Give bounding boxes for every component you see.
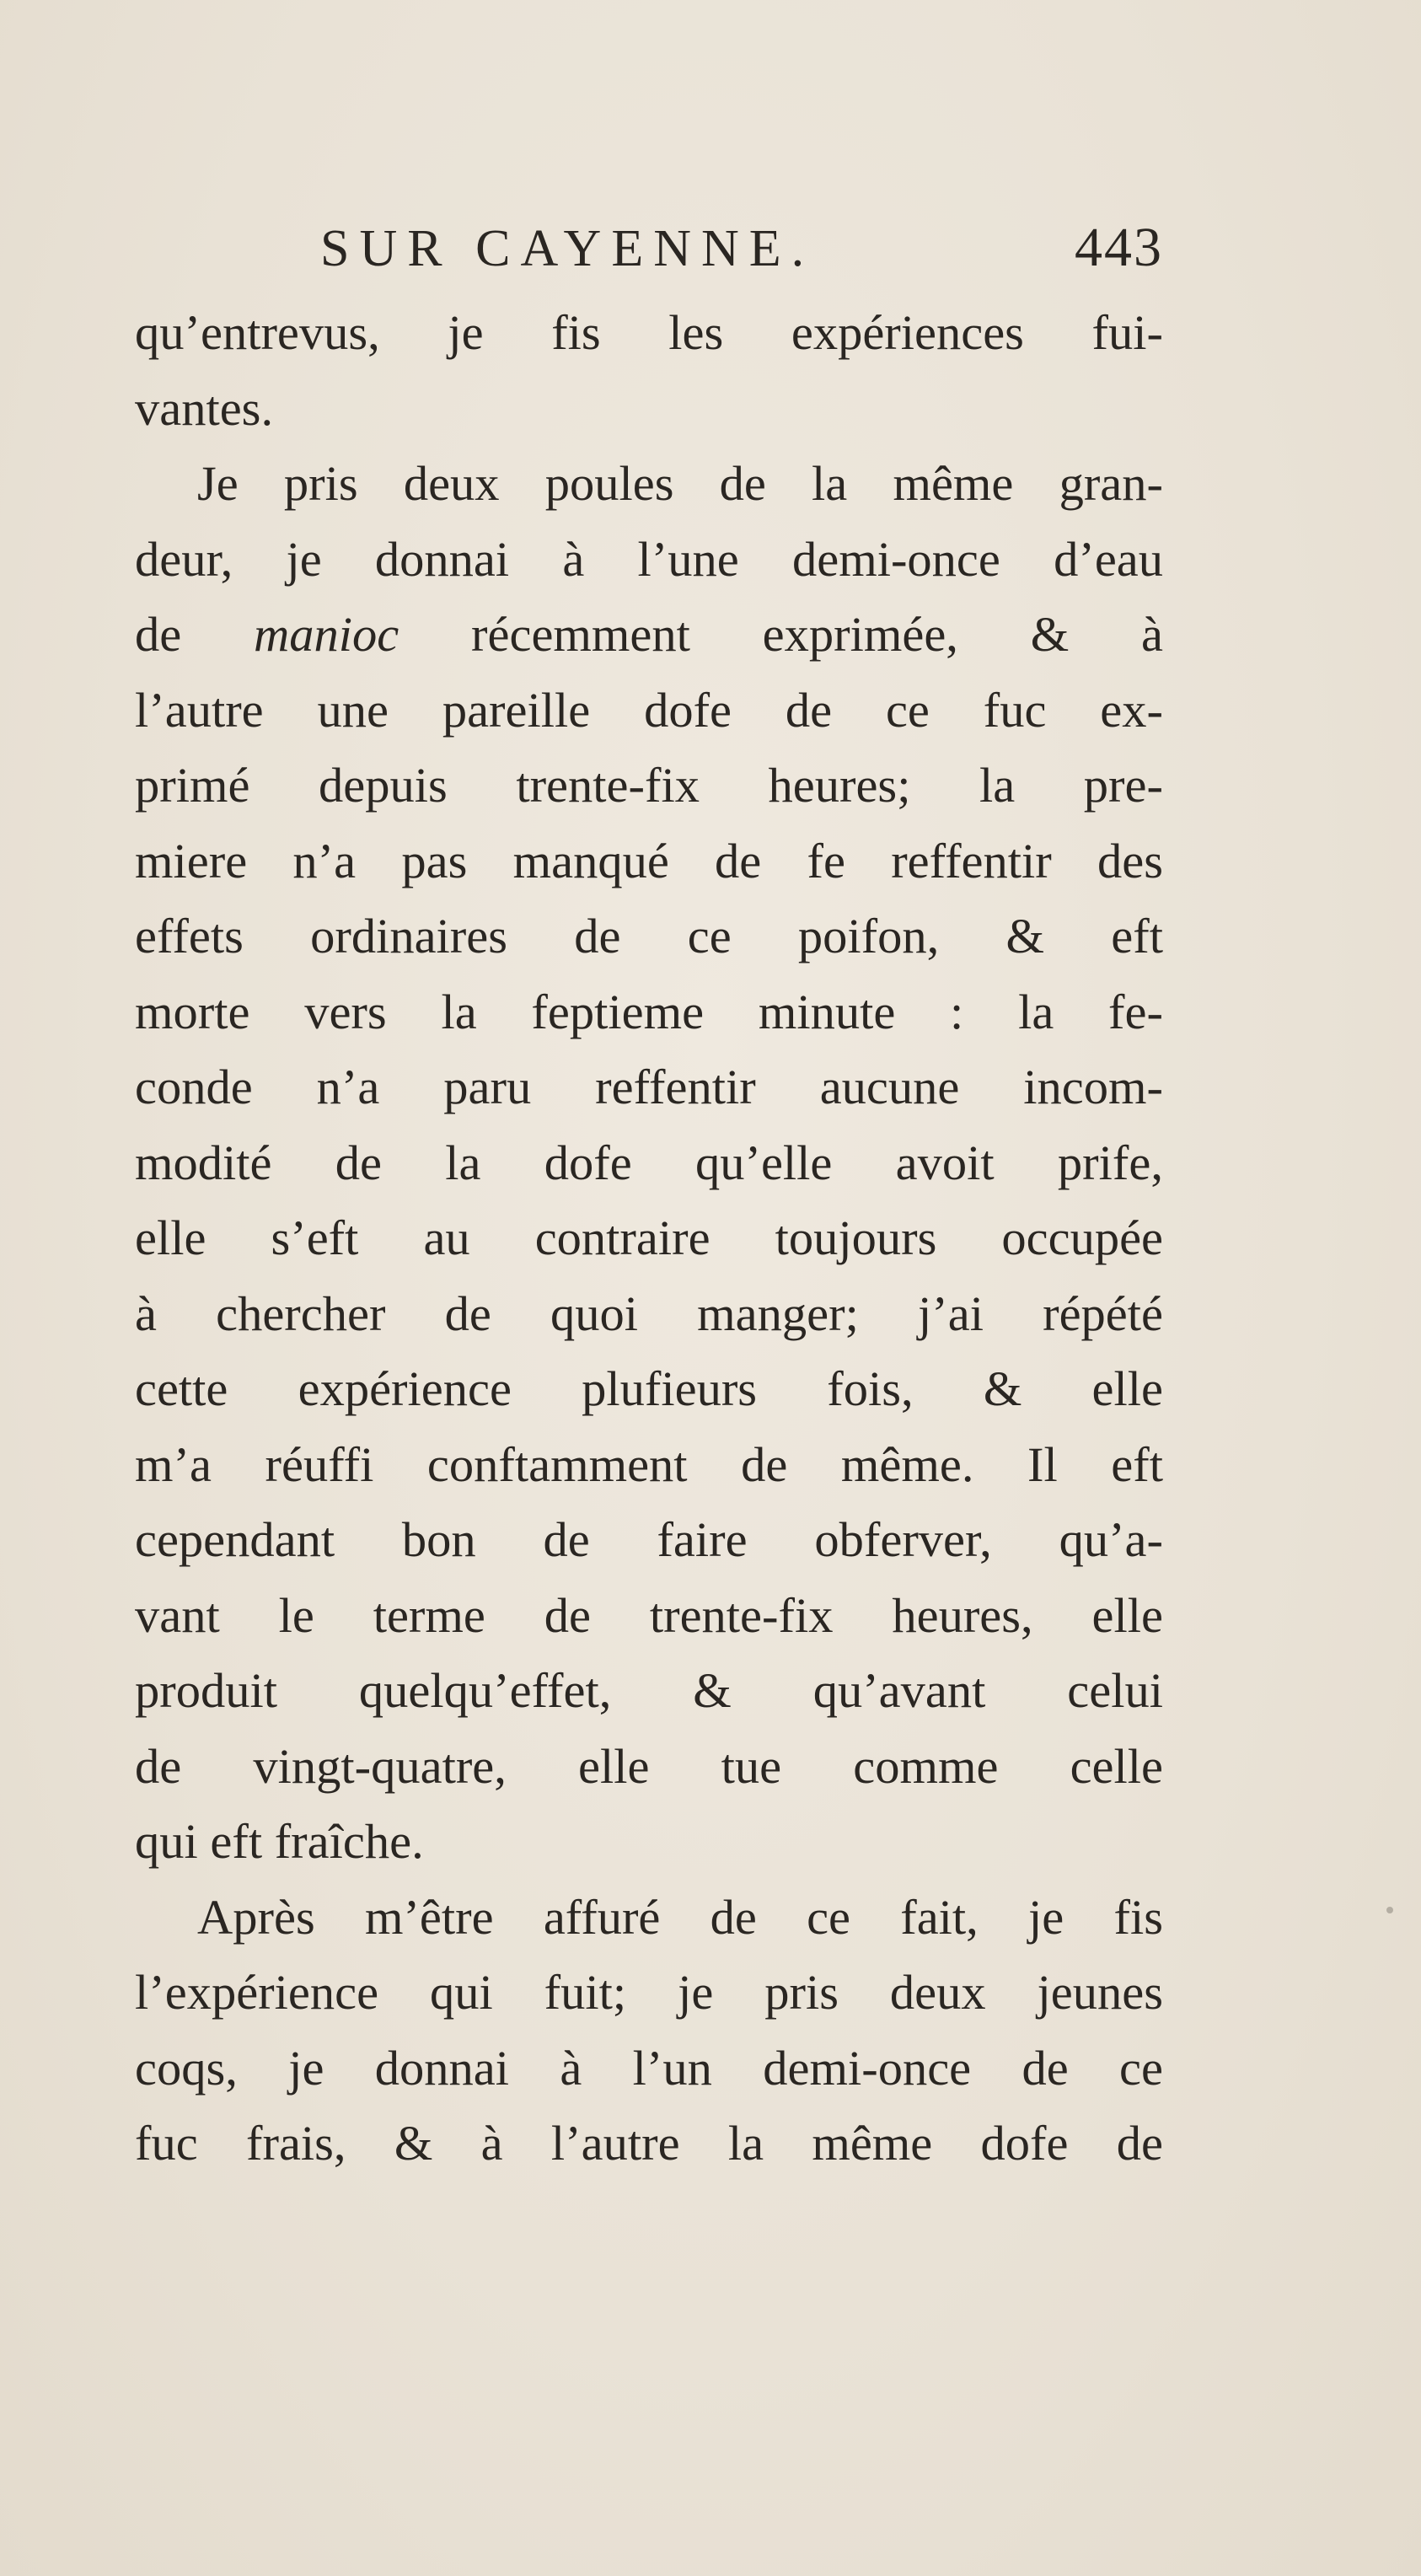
text-line-23: l’expérience qui fuit; je pris deux jeunes [135,1965,1163,2020]
text-line-24: coqs, je donnai à l’un demi-once de ce [135,2040,1163,2096]
text-line-19: produit quelqu’effet, & qu’avant celui [135,1663,1163,1718]
text-line-14: à chercher de quoi manger; j’ai répété [135,1285,1163,1341]
page-number: 443 [1075,217,1163,278]
text-line-21: qui eft fraîche. [135,1814,424,1869]
text-line-8: miere n’a pas manqué de fe reffentir des [135,833,1163,888]
text-line-5-before: de [135,607,255,662]
text-line-5 [135,597,1163,673]
text-line-18: vant le terme de trente-fix heures, elle [135,1587,1163,1643]
text-line-25: fuc frais, & à l’autre la même dofe de [135,2116,1163,2171]
text-line-6: l’autre une pareille dofe de ce fuc ex- [135,682,1163,738]
italic-word-manioc: manioc [254,607,399,662]
text-line-2: vantes. [135,380,274,436]
text-line-1: qu’entrevus, je fis les expériences fui- [135,305,1163,360]
text-line-10: morte vers la feptieme minute : la fe- [135,984,1163,1039]
text-line-9: effets ordinaires de ce poifon, & eft [135,909,1163,963]
text-line-17: cependant bon de faire obferver, qu’a- [135,1512,1163,1567]
page-header [135,201,1163,285]
text-line-16: m’a réuffi conftamment de même. Il eft [135,1436,1163,1492]
paper-speck [1386,1907,1393,1913]
text-line-12: modité de la dofe qu’elle avoit prife, [135,1135,1163,1190]
running-title: SUR CAYENNE. [320,220,815,277]
text-line-11: conde n’a paru reffentir aucune incom- [135,1060,1163,1114]
body-text [135,295,1163,2182]
text-line-4: deur, je donnai à l’une demi-once d’eau [135,531,1163,587]
text-line-13: elle s’eft au contraire toujours occupée [135,1210,1163,1265]
text-line-3: Je pris deux poules de la même gran- [197,456,1163,511]
text-line-15: cette expérience plufieurs fois, & elle [135,1361,1163,1416]
text-line-5-after: récemment exprimée, & à [399,607,1163,662]
text-line-20: de vingt-quatre, elle tue comme celle [135,1738,1163,1794]
text-line-7: primé depuis trente-fix heures; la pre- [135,758,1163,813]
text-line-22: Après m’être affuré de ce fait, je fis [197,1889,1163,1945]
